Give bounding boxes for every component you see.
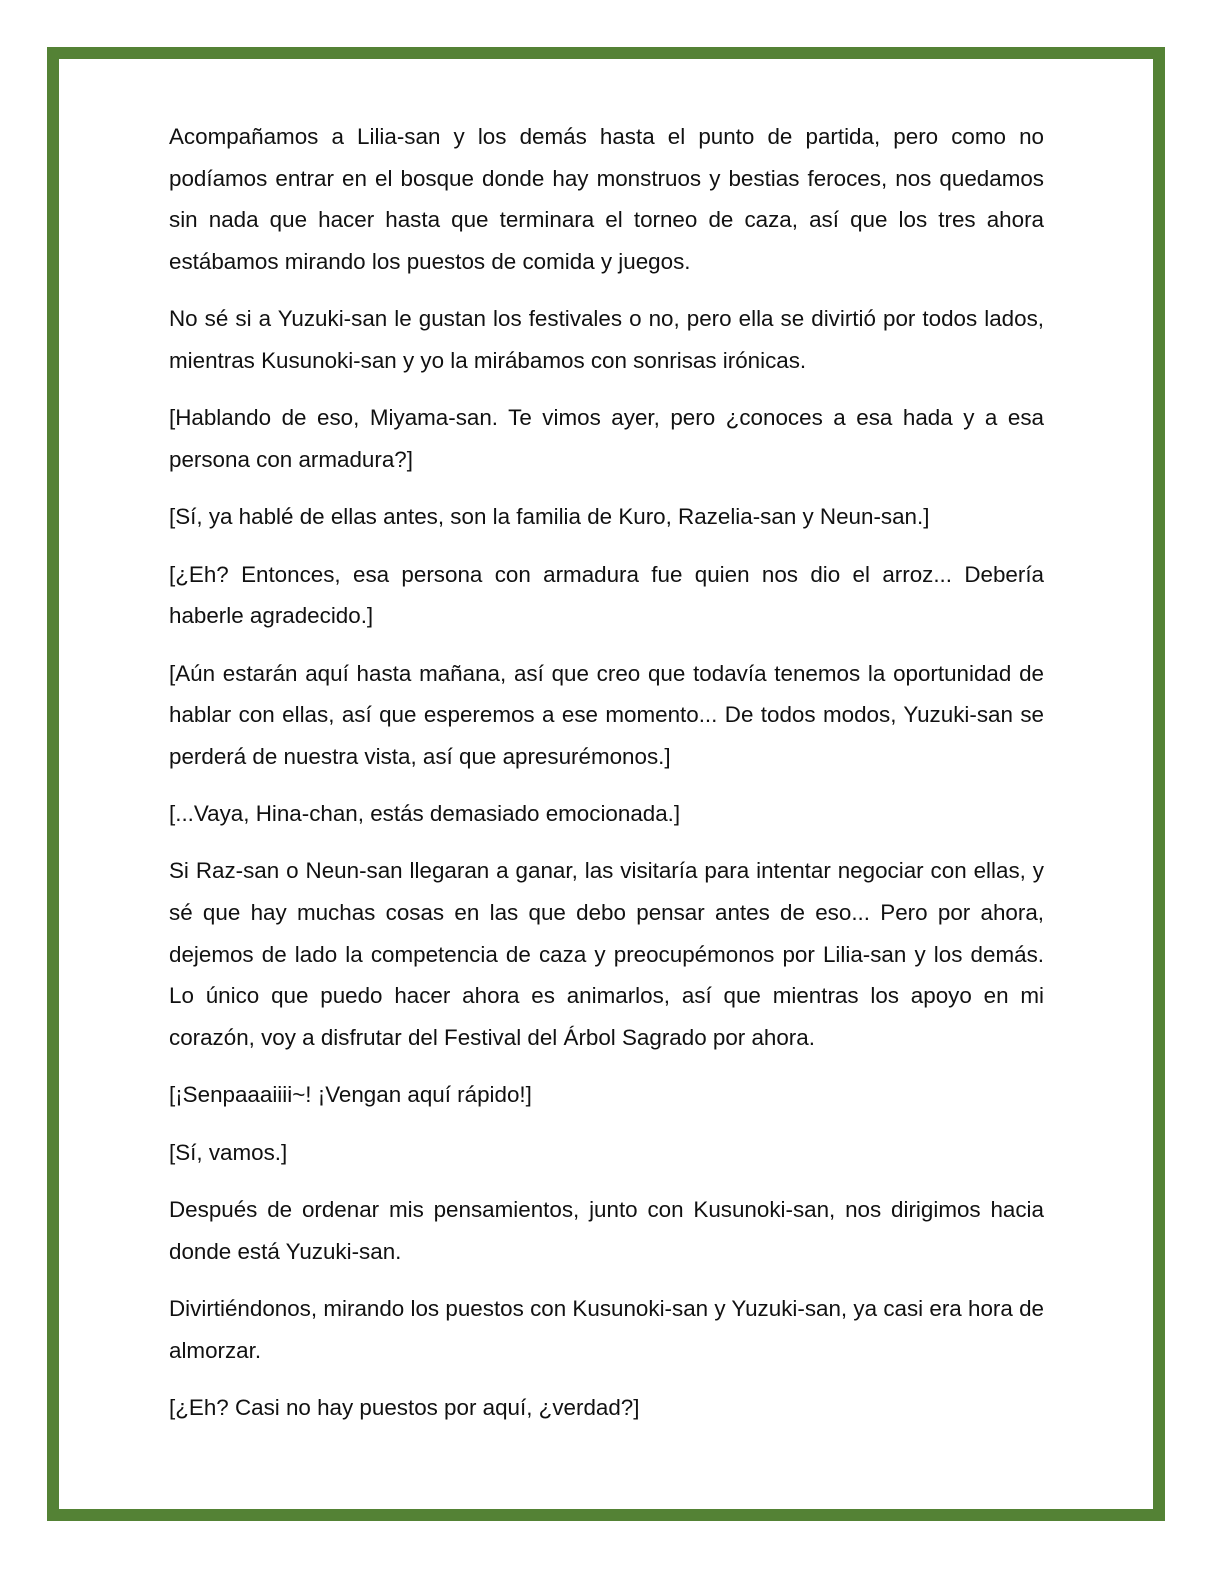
dialogue-line: [Sí, ya hablé de ellas antes, son la familia de Kuro, Razelia-san y Neun-san.] <box>169 504 930 530</box>
document-body <box>169 116 1044 1444</box>
dialogue-line: [¡Senpaaaiiii~! ¡Vengan aquí rápido!] <box>169 1082 532 1108</box>
dialogue-line: [Hablando de eso, Miyama-san. Te vimos ayer, pero ¿conoces a esa hada y a esa persona con armadura?] <box>169 405 1044 472</box>
paragraph: Divirtiéndonos, mirando los puestos con Kusunoki-san y Yuzuki-san, ya casi era hora de almorzar. <box>169 1296 1044 1363</box>
dialogue-line: [¿Eh? Entonces, esa persona con armadura fue quien nos dio el arroz... Debería haberle agradecido.] <box>169 561 1044 629</box>
paragraph: Después de ordenar mis pensamientos, junto con Kusunoki-san, nos dirigimos hacia donde está Yuzuki-san. <box>169 1197 1044 1264</box>
dialogue-line: [Aún estarán aquí hasta mañana, así que creo que todavía tenemos la oportunidad de hablar con ellas, así que esperemos a ese momento... De todos modos, Yuzuki-san se perderá de nuestra vista, así que apresurémonos.] <box>169 660 1044 769</box>
paragraph: No sé si a Yuzuki-san le gustan los festivales o no, pero ella se divirtió por todos lados, mientras Kusunoki-san y yo la mirábamos con sonrisas irónicas. <box>169 306 1044 373</box>
dialogue-line: [¿Eh? Casi no hay puestos por aquí, ¿verdad?] <box>169 1395 640 1420</box>
paragraph: Si Raz-san o Neun-san llegaran a ganar, las visitaría para intentar negociar con ellas, y sé que hay muchas cosas en las que debo pensar antes de eso... Pero por ahora, dejemos de lado la competencia de caza y preocupémonos por Lilia-san y los demás. Lo único que puedo hacer ahora es animarlos, así que mientras los apoyo en mi corazón, voy a disfrutar del Festival del Árbol Sagrado por ahora. <box>169 858 1044 1050</box>
dialogue-line: [Sí, vamos.] <box>169 1139 288 1165</box>
dialogue-line: [...Vaya, Hina-chan, estás demasiado emocionada.] <box>169 801 681 827</box>
paragraph: Acompañamos a Lilia-san y los demás hasta el punto de partida, pero como no podíamos entrar en el bosque donde hay monstruos y bestias feroces, nos quedamos sin nada que hacer hasta que terminara el torneo de caza, así que los tres ahora estábamos mirando los puestos de comida y juegos. <box>169 124 1044 274</box>
